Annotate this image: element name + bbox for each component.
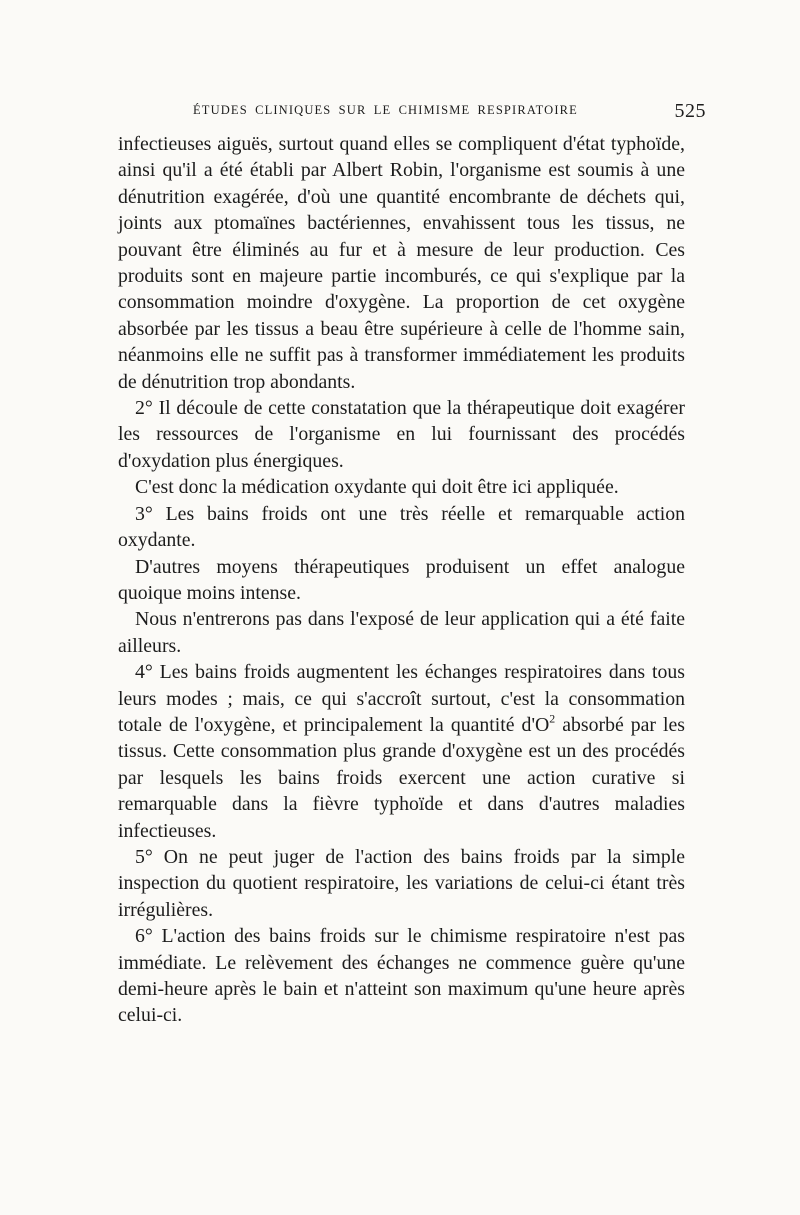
paragraph-point-4 [118,659,685,844]
page-number: 525 [674,100,706,122]
running-head: ÉTUDES CLINIQUES SUR LE CHIMISME RESPIRATOIRE [193,103,578,117]
paragraph-medication: C'est donc la médication oxydante qui doit être ici appliquée. [135,476,619,499]
paragraph-other-means: D'autres moyens thérapeutiques produisent un effet analogue quoique moins intense. [118,555,685,604]
paragraph-point-4-text-end: absorbé par les tissus. Cette consommation plus grande d'oxygène est un des procédés par lesquels les bains froids exercent une action curative si remarquable dans la fièvre typhoïde et dans d'autres maladies infectieuses. [118,713,685,842]
paragraph-application: Nous n'entrerons pas dans l'exposé de leur application qui a été faite ailleurs. [118,608,685,657]
paragraph-point-3: 3° Les bains froids ont une très réelle et remarquable action oxydante. [118,502,685,552]
paragraph-point-5: 5° On ne peut juger de l'action des bains froids par la simple inspection du quotient respiratoire, les variations de celui-ci étant très irrégulières. [118,845,685,921]
superscript-2: 2 [549,711,556,726]
page-header [193,100,706,124]
paragraph-point-6: 6° L'action des bains froids sur le chimisme respiratoire n'est pas immédiate. Le relèvement des échanges ne commence guère qu'une demi-heure après le bain et n'atteint son maximum qu'une heure après celui-ci. [118,925,685,1027]
paragraph-continuation: infectieuses aiguës, surtout quand elles se compliquent d'état typhoïde, ainsi qu'il a été établi par Albert Robin, l'organisme est soumis à une dénutrition exagérée, d'où une quantité encombrante de déchets qui, joints aux ptomaïnes bactériennes, envahissent tous les tissus, ne pouvant être éliminés au fur et à mesure de leur production. Ces produits sont en majeure partie incomburés, ce qui s'explique par la consommation moindre d'oxygène. La proportion de cet oxygène absorbée par les tissus a beau être supérieure à celle de l'homme sain, néanmoins elle ne suffit pas à transformer immédiatement les produits de dénutrition trop abondants. [118,133,685,393]
body-text [118,131,685,1029]
paragraph-point-2: 2° Il découle de cette constatation que la thérapeutique doit exagérer les ressources de l'organisme en lui fournissant des procédés d'oxydation plus énergiques. [118,397,685,472]
paragraph-point-4-text: 4° Les bains froids augmentent les échanges respiratoires dans tous leurs modes ; mais, ce qui s'accroît surtout, c'est la consommation totale de l'oxygène, et principalement la quantité d'O [118,661,685,736]
